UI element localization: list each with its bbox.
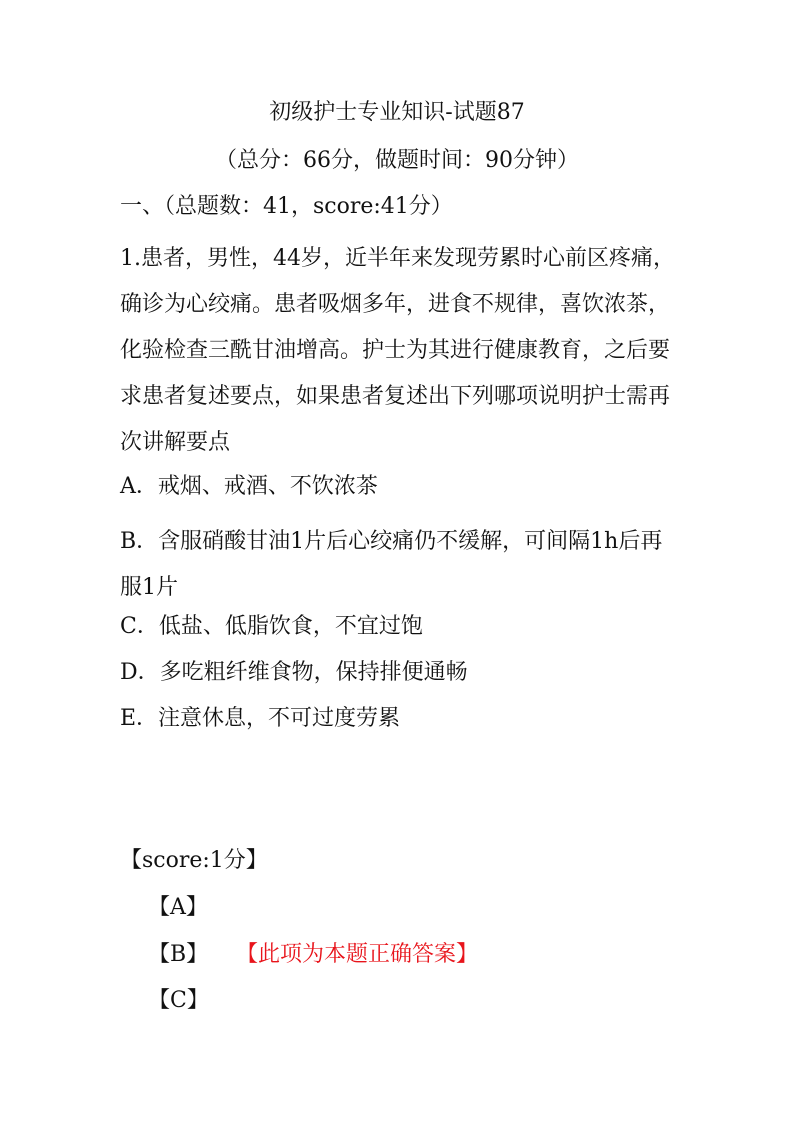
option-b: B．含服硝酸甘油1片后心绞痛仍不缓解，可间隔1h后再服1片	[120, 529, 663, 600]
answer-choice-a: 【A】	[148, 895, 208, 920]
question-stem: 1.患者，男性，44岁，近半年来发现劳累时心前区疼痛，确诊为心绞痛。患者吸烟多年，进食不规律，喜饮浓茶，化验检查三酰甘油增高。护士为其进行健康教育，之后要求患者复述要点，如果患者复述出下列哪项说明护士需再次讲解要点	[120, 246, 675, 455]
correct-answer-note: 【此项为本题正确答案】	[236, 942, 479, 967]
section-heading: 一、（总题数：41，score:41分）	[120, 194, 453, 219]
option-d: D．多吃粗纤维食物，保持排便通畅	[120, 660, 468, 685]
option-e: E．注意休息，不可过度劳累	[120, 706, 401, 731]
answer-choice-b: 【B】	[148, 942, 209, 967]
option-a: A．戒烟、戒酒、不饮浓茶	[120, 474, 378, 499]
exam-subtitle: （总分：66分，做题时间：90分钟）	[215, 148, 579, 173]
option-c: C．低盐、低脂饮食，不宜过饱	[120, 614, 423, 639]
score-label: 【score:1分】	[120, 848, 268, 873]
answer-choice-c: 【C】	[148, 988, 209, 1013]
exam-title: 初级护士专业知识-试题87	[269, 100, 525, 125]
